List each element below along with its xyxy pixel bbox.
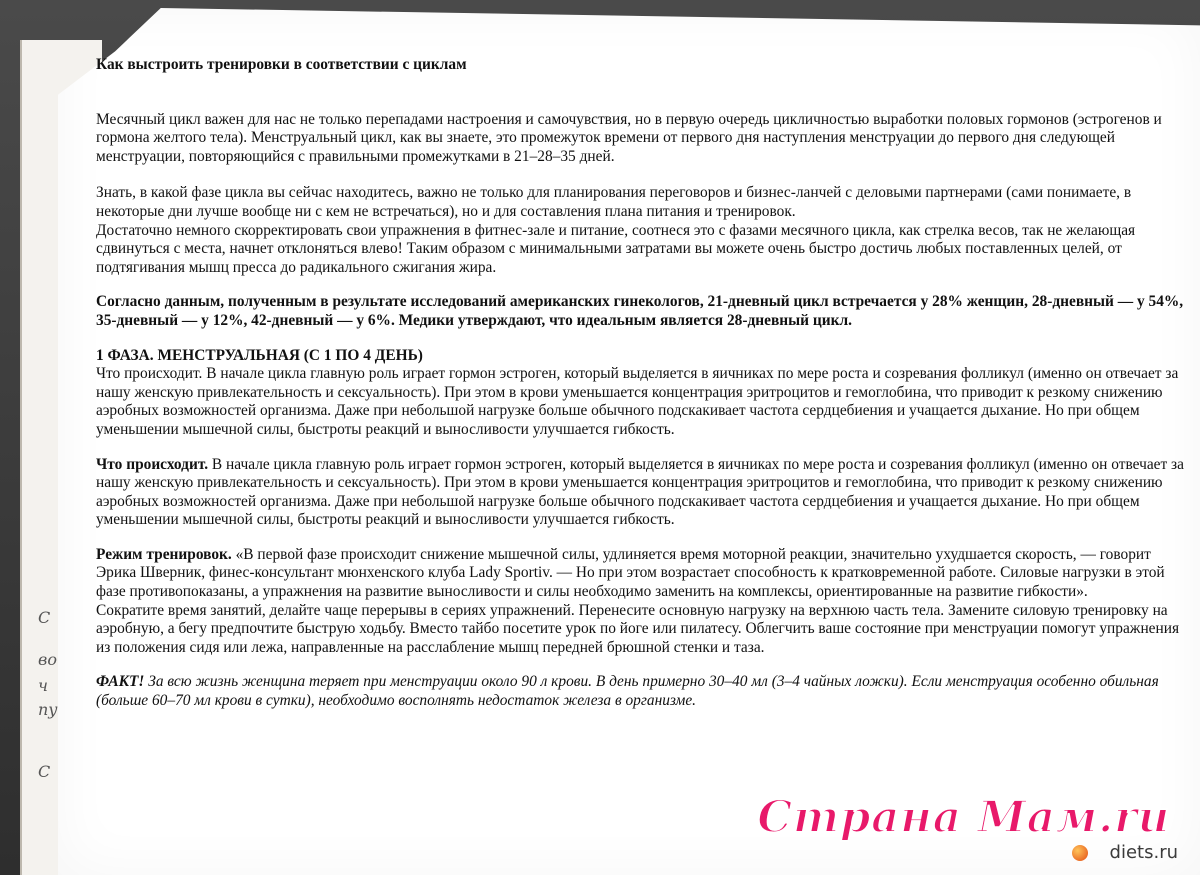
paragraph-what-happens: Что происходит. В начале цикла главную роль играет гормон эстроген, который выделяется в яичниках по мере роста и созревания фолликул (именно он отвечает за нашу женскую привлекательность и сексуальность). При этом в крови уменьшается концентрация эритроцитов и гемоглобина, что приводит к резкому снижению аэробных возможностей организма. Даже при небольшой нагрузке больше обычного подскакивает частота сердцебиения и учащается дыхание. Но при общем уменьшении мышечной силы, быстроты реакций и выносливости улучшается гибкость. bbox=[96, 365, 1179, 438]
margin-note: С bbox=[38, 762, 51, 781]
lead-training-mode: Режим тренировок. bbox=[96, 545, 232, 563]
paragraph-intro: Месячный цикл важен для нас не только перепадами настроения и самочувствия, но в первую очередь цикличностью выработки половых гормонов (эстрогенов и гормона желтого тела). Менструальный цикл, как вы знаете, это промежуток времени от первого дня наступления менструации до первого дня следующей менструации, повторяющийся с правильными промежутками в 21–28–35 дней. bbox=[96, 110, 1162, 165]
margin-note: пу bbox=[38, 700, 58, 719]
paragraph-text: В начале цикла главную роль играет гормон эстроген, который выделяется в яичниках по мере роста и созревания фолликул (именно он отвечает за нашу женскую привлекательность и сексуальность). При этом в крови уменьшается концентрация эритроцитов и гемоглобина, что приводит к резкому снижению аэробных возможностей организма. Даже при небольшой нагрузке больше обычного подскакивает частота сердцебиения и учащается дыхание. Но при общем уменьшении мышечной силы, быстроты реакций и выносливости улучшается гибкость. bbox=[96, 455, 1184, 529]
paragraph-what-happens-bold bbox=[96, 456, 1191, 530]
lead-what-happens: Что происходит. bbox=[96, 455, 209, 473]
document-title: Как выстроить тренировки в соответствии с циклам bbox=[96, 56, 467, 73]
paragraph-training-mode bbox=[96, 546, 1191, 602]
paragraph-phase-knowledge: Знать, в какой фазе цикла вы сейчас находитесь, важно не только для планирования переговоров и бизнес-ланчей с деловыми партнерами (сами понимаете, в некоторые дни лучше вообще ни с кем не встречаться), но и для составления плана питания и тренировок. bbox=[96, 184, 1132, 220]
margin-note: ч bbox=[38, 676, 48, 695]
phase-heading: 1 ФАЗА. МЕНСТРУАЛЬНАЯ (С 1 ПО 4 ДЕНЬ) bbox=[96, 346, 423, 364]
paragraph-fact bbox=[96, 673, 1191, 710]
watermark-sub: diets.ru bbox=[1109, 842, 1178, 863]
margin-note: С bbox=[38, 608, 51, 627]
orange-fruit-icon bbox=[1072, 845, 1088, 861]
lead-fact: ФАКТ! bbox=[96, 673, 145, 691]
paragraph-recommendations: Сократите время занятий, делайте чаще перерывы в сериях упражнений. Перенесите основную нагрузку на верхнюю часть тела. Замените силовую тренировку на аэробную, а бегу предпочтите быструю ходьбу. Вместо тайбо посетите урок по йоге или пилатесу. Облегчить ваше состояние при менструации помогут упражнения из положения сидя или лежа, направленные на расслабление мышц передней брюшной стенки и таза. bbox=[96, 601, 1180, 656]
paragraph-text: «В первой фазе происходит снижение мышечной силы, удлиняется время моторной реакции, значительно ухудшается скорость, — говорит Эрика Шверник, финес-консультант мюнхенского клуба Lady Sportiv. — Но при этом возрастает способность к кратковременной работе. Силовые нагрузки в этой фазе противопоказаны, а упражнения на развитие выносливости и силы необходимо заменить на комплексы, ориентированные на развитие гибкости». bbox=[96, 545, 1165, 601]
paragraph-text: За всю жизнь женщина теряет при менструации около 90 л крови. В день примерно 30–40 мл (3–4 чайных ложки). Если менструация особенно обильная (больше 60–70 мл крови в сутки), необходимо восполнять недостаток железа в организме. bbox=[96, 673, 1159, 710]
margin-note: во bbox=[38, 650, 57, 669]
watermark-brand: Страна Мам.ru bbox=[757, 792, 1170, 843]
paragraph-statistics: Согласно данным, полученным в результате исследований американских гинекологов, 21-дневный цикл встречается у 28% женщин, 28-дневный — у 54%, 35-дневный — у 12%, 42-дневный — у 6%. Медики утверждают, что идеальным является 28-дневный цикл. bbox=[96, 293, 1184, 329]
document-body bbox=[96, 56, 1191, 711]
site-watermark bbox=[757, 792, 1184, 869]
paragraph-adjust: Достаточно немного скорректировать свои упражнения в фитнес-зале и питание, соотнеся это с фазами месячного цикла, как стрелка весов, так не желающая сдвинуться с места, начнет отклоняться влево! Таким образом с минимальными затратами вы можете очень быстро достичь любых поставленных целей, от подтягивания мышц пресса до радикального сжигания жира. bbox=[96, 221, 1136, 276]
